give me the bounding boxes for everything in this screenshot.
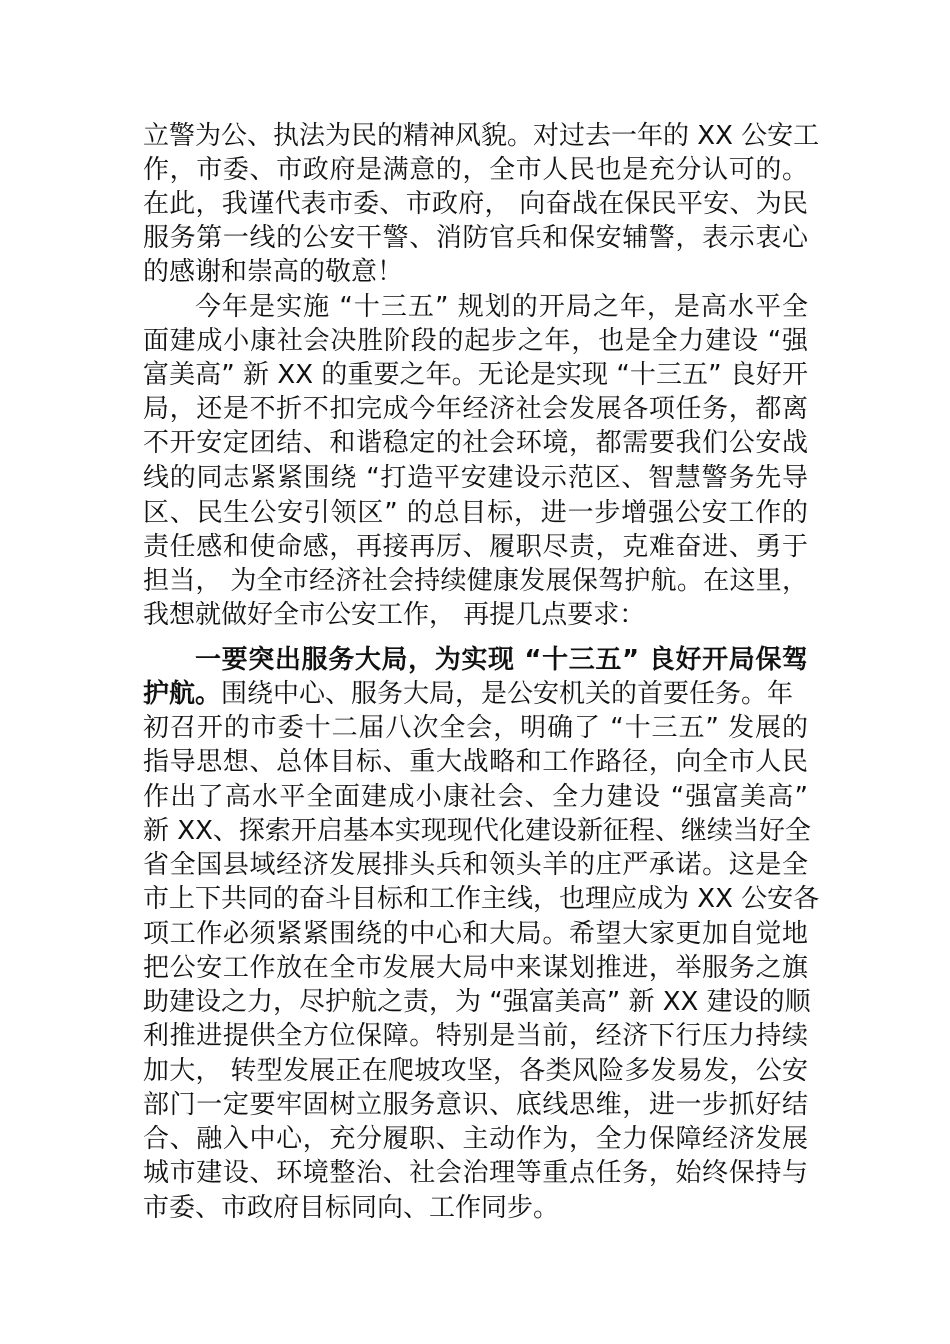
text-line: 城市建设、环境整治、社会治理等重点任务，始终保持与 xyxy=(143,1158,808,1188)
text-line: 今年是实施 “十三五” 规划的开局之年，是高水平全 xyxy=(195,292,808,322)
text-line: 助建设之力，尽护航之责，为 “强富美高” 新 XX 建设的顺 xyxy=(143,987,811,1017)
text-line: 服务第一线的公安干警、消防官兵和保安辅警，表示衷心 xyxy=(143,223,808,253)
text-span: 围绕中心、服务大局，是公安机关的首要任务。年 xyxy=(221,679,794,709)
text-line: 立警为公、执法为民的精神风貌。对过去一年的 XX 公安工 xyxy=(143,121,820,151)
text-line: 作出了高水平全面建成小康社会、全力建设 “强富美高” xyxy=(143,782,808,812)
text-line: 作，市委、市政府是满意的，全市人民也是充分认可的。 xyxy=(143,155,808,185)
text-line: 新 XX、探索开启基本实现现代化建设新征程、继续当好全 xyxy=(143,816,811,846)
text-line: 部门一定要牢固树立服务意识、底线思维，进一步抓好结 xyxy=(143,1090,808,1120)
text-line: 把公安工作放在全市发展大局中来谋划推进，举服务之旗 xyxy=(143,953,808,983)
text-line: 合、融入中心，充分履职、主动作为，全力保障经济发展 xyxy=(143,1124,808,1154)
text-line: 不开安定团结、和谐稳定的社会环境，都需要我们公安战 xyxy=(143,428,808,458)
text-line: 在此，我谨代表市委、市政府， 向奋战在保民平安、为民 xyxy=(143,189,808,219)
text-line: 省全国县域经济发展排头兵和领头羊的庄严承诺。这是全 xyxy=(143,850,808,880)
text-line: 责任感和使命感，再接再厉、履职尽责，克难奋进、勇于 xyxy=(143,532,808,562)
text-line: 富美高” 新 XX 的重要之年。无论是实现 “十三五” 良好开 xyxy=(143,360,808,390)
text-line: 我想就做好全市公安工作， 再提几点要求： xyxy=(143,600,646,630)
text-line: 利推进提供全方位保障。特别是当前，经济下行压力持续 xyxy=(143,1021,808,1051)
text-line: 市委、市政府目标同向、工作同步。 xyxy=(143,1193,560,1223)
text-line: 指导思想、总体目标、重大战略和工作路径，向全市人民 xyxy=(143,747,808,777)
section-heading: 一要突出服务大局，为实现 “十三五” 良好开局保驾 xyxy=(195,645,808,675)
text-line: 加大， 转型发展正在爬坡攻坚，各类风险多发易发，公安 xyxy=(143,1056,808,1086)
text-line: 的感谢和崇高的敬意！ xyxy=(143,257,404,287)
text-line: 项工作必须紧紧围绕的中心和大局。希望大家更加自觉地 xyxy=(143,919,808,949)
text-line: 局，还是不折不扣完成今年经济社会发展各项任务，都离 xyxy=(143,394,808,424)
text-line: 市上下共同的奋斗目标和工作主线，也理应成为 XX 公安各 xyxy=(143,884,820,914)
text-line-mixed xyxy=(143,677,808,711)
text-line: 担当， 为全市经济社会持续健康发展保驾护航。在这里， xyxy=(143,566,808,596)
text-line: 面建成小康社会决胜阶段的起步之年，也是全力建设 “强 xyxy=(143,326,808,356)
text-line: 区、民生公安引领区” 的总目标，进一步增强公安工作的 xyxy=(143,498,808,528)
text-line: 线的同志紧紧围绕 “打造平安建设示范区、智慧警务先导 xyxy=(143,463,808,493)
section-heading-tail: 护航。 xyxy=(143,679,222,709)
text-line: 初召开的市委十二届八次全会，明确了 “十三五” 发展的 xyxy=(143,713,808,743)
